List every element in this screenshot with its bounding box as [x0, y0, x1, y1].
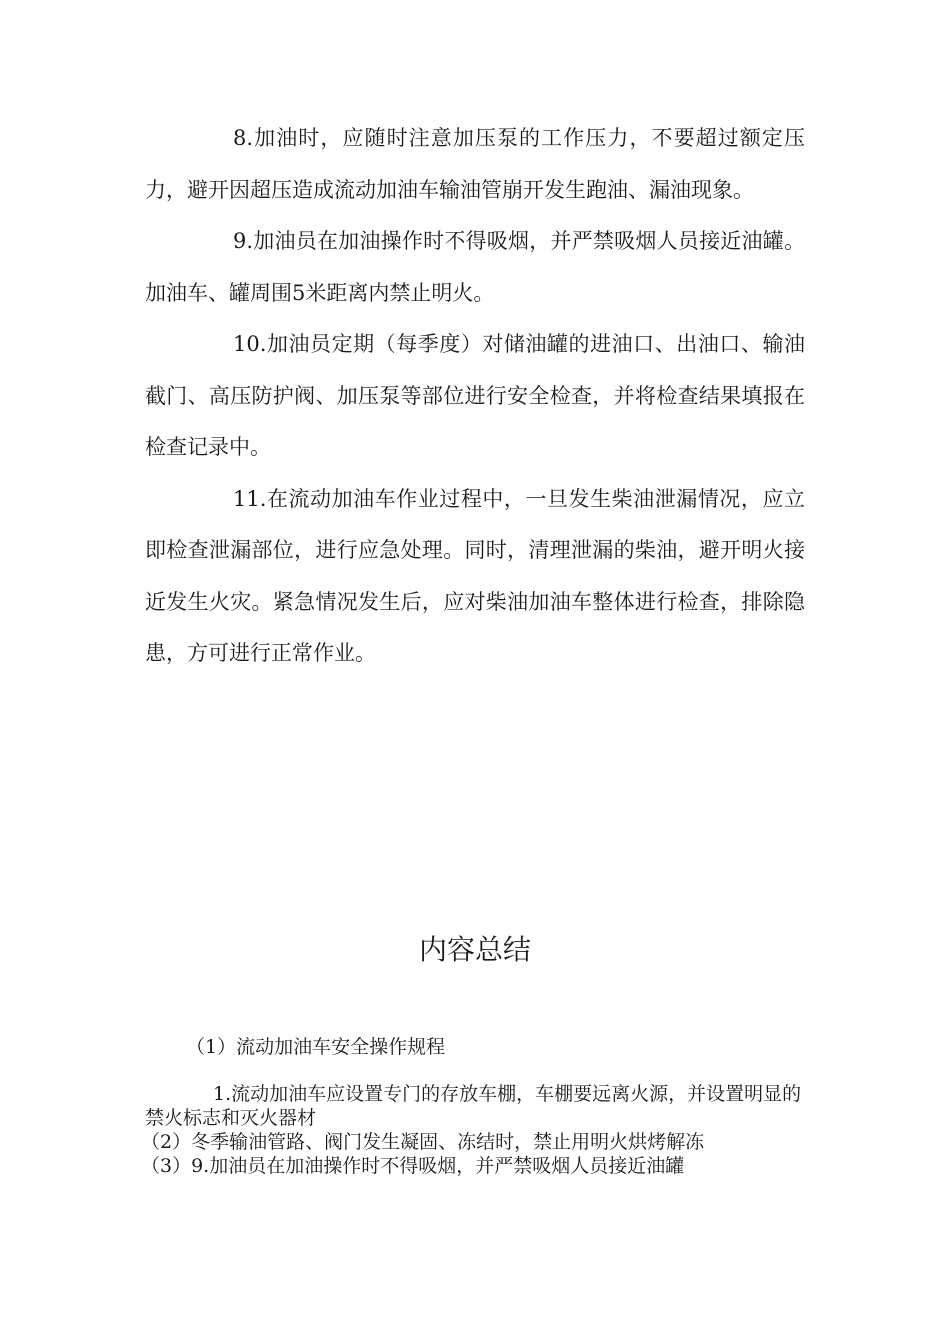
paragraph-8: 8.加油时，应随时注意加压泵的工作压力，不要超过额定压力，避开因超压造成流动加油车输油管崩开发生跑油、漏油现象。	[145, 126, 805, 202]
paragraph-10: 10.加油员定期（每季度）对储油罐的进油口、出油口、输油截门、高压防护阀、加压泵等部位进行安全检查，并将检查结果填报在检查记录中。	[145, 332, 805, 459]
paragraph-9: 9.加油员在加油操作时不得吸烟，并严禁吸烟人员接近油罐。加油车、罐周围5米距离内禁止明火。	[145, 229, 805, 305]
paragraph-11: 11.在流动加油车作业过程中，一旦发生柴油泄漏情况，应立即检查泄漏部位，进行应急处理。同时，清理泄漏的柴油，避开明火接近发生火灾。紧急情况发生后，应对柴油加油车整体进行检查，排除隐患，方可进行正常作业。	[145, 486, 805, 665]
summary-heading: （1）流动加油车安全操作规程	[186, 1036, 446, 1058]
summary-item-1: 1.流动加油车应设置专门的存放车棚，车棚要远离火源，并设置明显的禁火标志和灭火器材	[145, 1083, 802, 1129]
document-body	[145, 113, 805, 680]
summary-item-2: （2）冬季输油管路、阀门发生凝固、冻结时，禁止用明火烘烤解冻	[141, 1131, 705, 1153]
summary-title: 内容总结	[418, 933, 531, 966]
summary-list	[141, 1082, 805, 1178]
summary-item-3: （3）9.加油员在加油操作时不得吸烟，并严禁吸烟人员接近油罐	[141, 1155, 685, 1177]
